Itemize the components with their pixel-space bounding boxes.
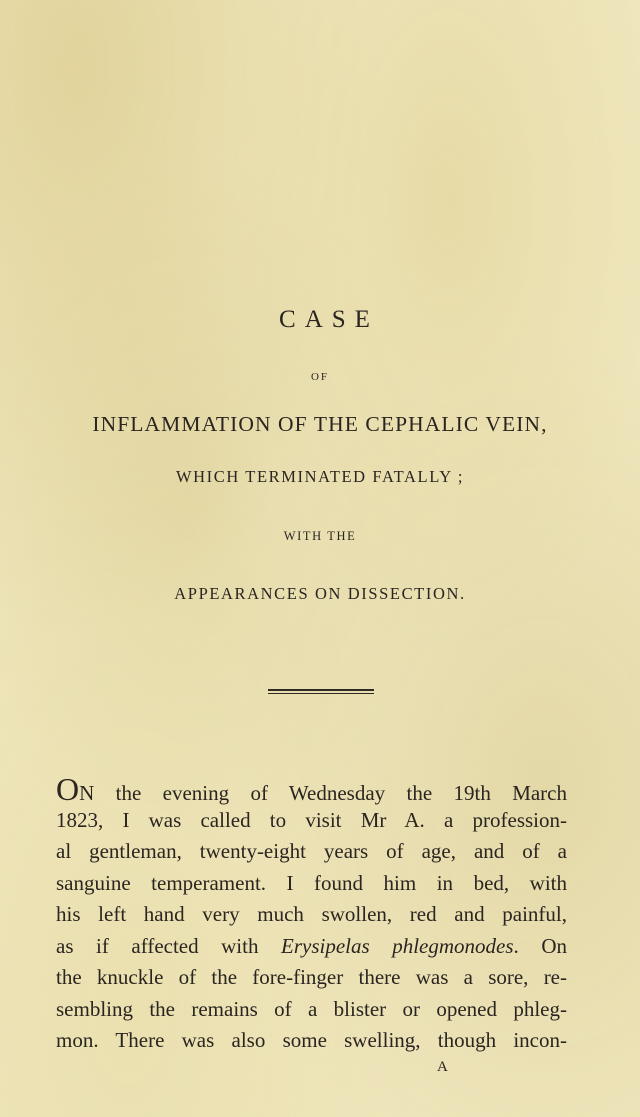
- body-line-8: sembling the remains of a blister or opened phleg-: [56, 996, 567, 1021]
- body-line-4: sanguine temperament. I found him in bed, with: [56, 870, 567, 895]
- case-title: CASE: [279, 306, 379, 333]
- body-line-6-post: . On: [513, 933, 567, 958]
- body-line-3: al gentleman, twenty-eight years of age, and of a: [56, 839, 567, 863]
- body-line-5: his left hand very much swollen, red and painful,: [56, 902, 567, 926]
- disease-name: Erysipelas phlegmonodes: [281, 933, 514, 958]
- body-text: [56, 773, 567, 1057]
- body-line-6-pre: as if affected with: [56, 933, 282, 958]
- decorative-rule: [268, 689, 374, 694]
- title-line-terminated: WHICH TERMINATED FATALLY ;: [175, 467, 465, 486]
- body-line-7: the knuckle of the fore-finger there was a sore, re-: [56, 965, 567, 989]
- drop-cap: O: [56, 771, 80, 807]
- title-line-inflammation: INFLAMMATION OF THE CEPHALIC VEIN,: [92, 412, 548, 436]
- body-line-9: mon. There was also some swelling, though incon-: [56, 1028, 567, 1052]
- rule-thick: [268, 689, 374, 691]
- signature-mark: A: [437, 1059, 448, 1075]
- title-line-appearances: APPEARANCES ON DISSECTION.: [174, 584, 466, 603]
- body-line-1-rest: N the evening of Wednesday the 19th March: [79, 781, 567, 805]
- body-line-2: 1823, I was called to visit Mr A. a profession-: [56, 807, 567, 832]
- body-line-1: [56, 773, 567, 805]
- rule-thin: [268, 693, 374, 694]
- body-line-6: [56, 931, 567, 963]
- title-line-with-the: WITH THE: [283, 529, 357, 543]
- title-of: OF: [310, 371, 330, 383]
